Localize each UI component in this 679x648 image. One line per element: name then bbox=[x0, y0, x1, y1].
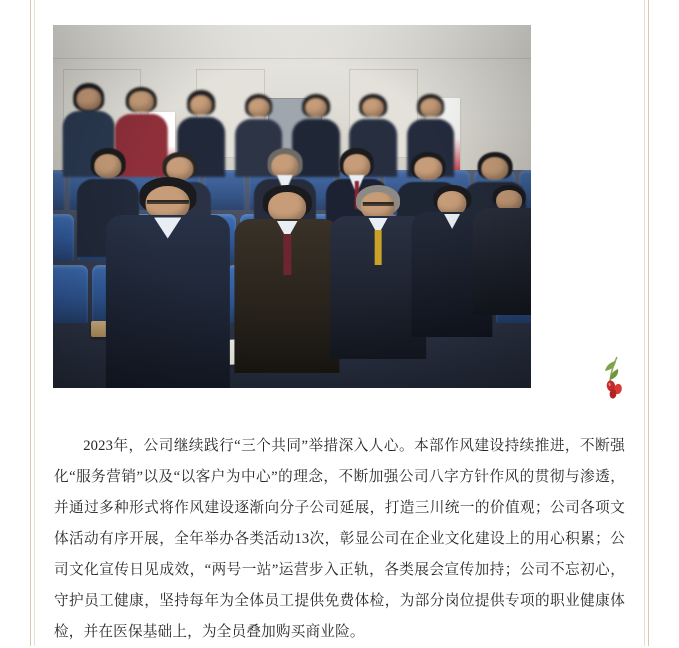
photo-ceiling bbox=[53, 25, 531, 59]
left-border-rule-secondary bbox=[34, 0, 35, 646]
body-paragraph: 2023年，公司继续践行“三个共同”举措深入人心。本部作风建设持续推进，不断强化“服务营销”以及“以客户为中心”的理念，不断加强公司八字方针作风的贯彻与渗透，并通过多种形式将作风建设逐渐向分子公司延展，打造三川统一的价值观；公司各项文体活动有序开展，全年举办各类活动13次，彰显公司在企业文化建设上的用心积累；公司文化宣传日见成效，“两号一站”运营步入正轨，各类展会宣传加持；公司不忘初心，守护员工健康，坚持每年为全体员工提供免费体检，为部分岗位提供专项的职业健康体检，并在医保基础上，为全员叠加购买商业险。 bbox=[54, 437, 625, 640]
right-border-rule bbox=[648, 0, 649, 646]
goji-berry-icon bbox=[597, 355, 631, 399]
conference-photo bbox=[53, 25, 531, 388]
photo-person-foreground bbox=[474, 185, 531, 316]
photo-canvas bbox=[53, 25, 531, 388]
left-border-rule bbox=[30, 0, 31, 646]
photo-person-foreground bbox=[235, 185, 340, 374]
document-content bbox=[40, 0, 639, 646]
photo-person-foreground bbox=[106, 177, 230, 388]
right-border-rule-secondary bbox=[644, 0, 645, 646]
